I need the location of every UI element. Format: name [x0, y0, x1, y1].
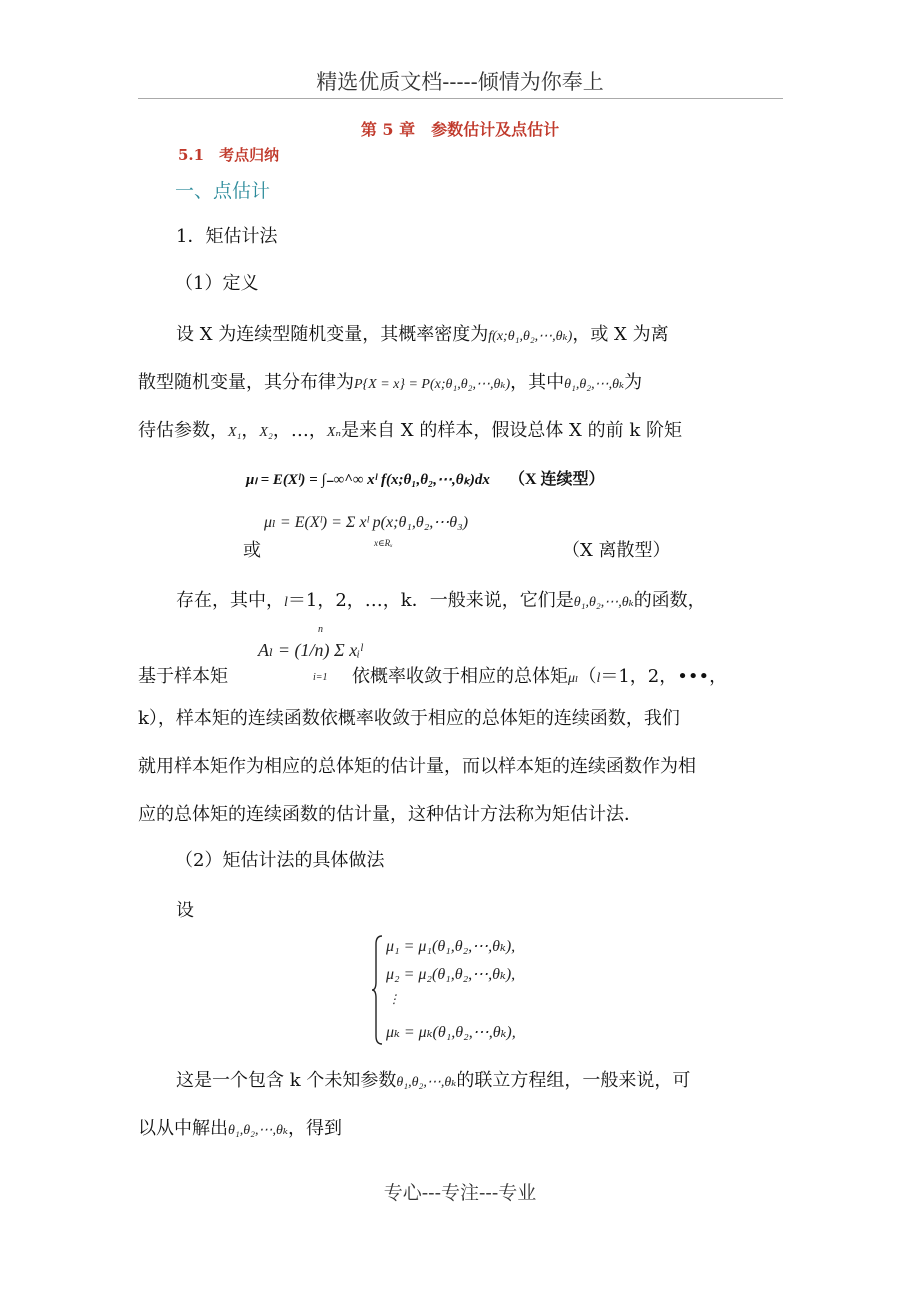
para1-text: 设 X 为连续型随机变量，其概率密度为 [176, 324, 489, 345]
para3-line1 [176, 1070, 690, 1094]
moment-formula-discrete [264, 512, 468, 532]
sample-moment-formula [258, 640, 362, 661]
para2-line4: 就用样本矩作为相应的总体矩的估计量，而以样本矩的连续函数作为相 [138, 756, 696, 777]
continuous-note: （X 连续型） [509, 471, 605, 488]
sum-upper: n [318, 624, 323, 635]
sample-moment-expr: Aₗ = (1/n) Σ xᵢˡ [258, 640, 363, 660]
para2-line5: 应的总体矩的连续函数的估计量，这种估计方法称为矩估计法． [138, 804, 642, 825]
para2-text: 的函数， [633, 590, 706, 611]
para3-text: 以从中解出 [138, 1118, 228, 1139]
system-eq-dots: ⋮ [388, 992, 400, 1006]
para2-line1 [176, 590, 706, 614]
para1-text: ，其中 [510, 372, 565, 393]
sample-x1: X₁ [228, 425, 242, 440]
let-word: 设 [176, 900, 194, 921]
para2-line2a: 基于样本矩 [138, 666, 228, 687]
system-eq-k: μₖ = μₖ(θ₁,θ₂,⋯,θₖ), [386, 1024, 516, 1041]
para2-text: ＝1，2，•••， [600, 666, 728, 687]
para1-text: 散型随机变量，其分布律为 [138, 372, 354, 393]
distribution-formula: P{X = x} = P(x;θ₁,θ₂,⋯,θₖ) [354, 377, 511, 392]
sample-x2: X₂ [259, 425, 273, 440]
para2-line2b [352, 666, 727, 690]
density-formula: f(x;θ₁,θ₂,⋯,θₖ) [488, 329, 573, 344]
para3-text: 这是一个包含 k 个未知参数 [176, 1070, 397, 1091]
page-footer: 专心---专注---专业 [383, 1182, 537, 1204]
subsection-heading: 一、点估计 [175, 180, 271, 202]
para3-text: 的联立方程组，一般来说，可 [456, 1070, 691, 1091]
sum-lower: i=1 [313, 672, 328, 683]
para1-text: …， [290, 420, 327, 441]
item-heading-moment-method: 1．矩估计法 [176, 226, 278, 247]
params-formula: θ₁,θ₂,⋯,θₖ [396, 1075, 457, 1090]
system-eq-2: μ₂ = μ₂(θ₁,θ₂,⋯,θₖ), [386, 966, 516, 983]
item-subheading-procedure: （2）矩估计法的具体做法 [175, 850, 385, 871]
para1-text: 待估参数， [138, 420, 228, 441]
sum-index: x∈Rₓ [374, 538, 393, 548]
sample-xn: Xₙ [326, 425, 342, 440]
or-word: 或 [243, 540, 261, 561]
para1-line2 [138, 372, 642, 396]
header-rule [138, 98, 783, 99]
para2-line3: k），样本矩的连续函数依概率收敛于相应的总体矩的连续函数，我们 [138, 708, 680, 729]
para2-text: ＝1，2，…，k．一般来说，它们是 [287, 590, 574, 611]
para2-text: 依概率收敛于相应的总体矩 [352, 666, 568, 687]
chapter-title: 第 5 章 参数估计及点估计 [360, 120, 560, 139]
para1-line3: 待估参数，X₁，X₂，…，Xₙ是来自 X 的样本，假设总体 X 的前 k 阶矩 [138, 420, 682, 441]
para1-text: 为 [624, 372, 643, 393]
para1-text: ，或 X 为离 [572, 324, 669, 345]
moment-formula-continuous [246, 466, 605, 489]
para1-text: 是来自 X 的样本，假设总体 X 的前 k 阶矩 [341, 420, 682, 441]
system-eq-1: μ₁ = μ₁(θ₁,θ₂,⋯,θₖ), [386, 938, 516, 955]
population-moment: μₗ [568, 671, 579, 686]
section-heading: 5.1 考点归纳 [178, 146, 280, 164]
para3-line2 [138, 1118, 342, 1142]
para3-text: ，得到 [287, 1118, 342, 1139]
continuous-expr: μₗ = E(Xˡ) = ∫₋∞^∞ xˡ f(x;θ₁,θ₂,⋯,θₖ)dx [246, 472, 490, 488]
page-header: 精选优质文档-----倾情为你奉上 [316, 70, 604, 94]
para2-text: 存在，其中， [176, 590, 284, 611]
para1-line1 [176, 324, 669, 348]
brace-symbol [372, 934, 384, 1046]
params-formula: θ₁,θ₂,⋯,θₖ [228, 1123, 288, 1138]
discrete-note: （X 离散型） [562, 540, 671, 561]
para2-text: （ [578, 666, 597, 687]
params-formula: θ₁,θ₂,⋯,θₖ [564, 377, 625, 392]
discrete-expr: μₗ = E(Xˡ) = Σ xˡ p(x;θ₁,θ₂,⋯θ₃) [264, 514, 469, 531]
item-subheading-definition: （1）定义 [175, 273, 259, 294]
l-symbol: l [596, 671, 601, 686]
params-formula: θ₁,θ₂,⋯,θₖ [573, 595, 634, 610]
l-symbol: l [284, 595, 288, 610]
